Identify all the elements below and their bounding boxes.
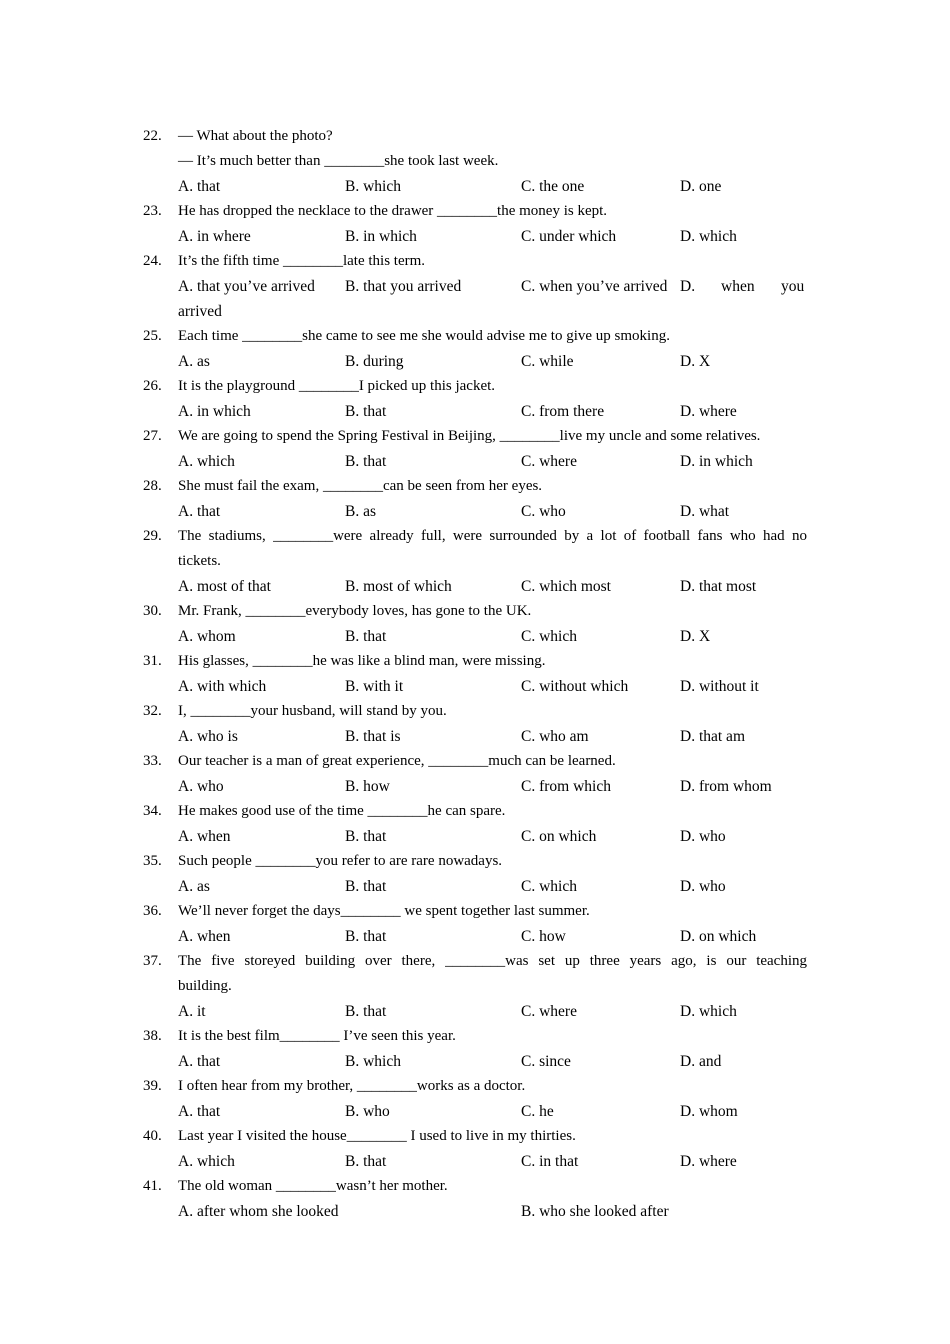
option-c: C. which <box>521 878 577 895</box>
option-a: A. in where <box>178 228 251 245</box>
option-a: A. that you’ve arrived <box>178 278 315 295</box>
option-c: C. who am <box>521 728 589 745</box>
question-number: 30. <box>143 603 162 619</box>
option-a: A. who <box>178 778 224 795</box>
question-stem: It’s the fifth time ________late this term. <box>178 253 426 269</box>
option-c: C. how <box>521 928 566 945</box>
option-b: B. that <box>345 1003 387 1020</box>
option-a: A. that <box>178 503 221 520</box>
option-a: A. when <box>178 828 231 845</box>
option-d: D. on which <box>680 928 757 945</box>
question-stem: — What about the photo? <box>178 128 333 144</box>
option-a: A. that <box>178 178 221 195</box>
option-a: A. as <box>178 353 210 370</box>
option-a: A. who is <box>178 728 238 745</box>
question-23 <box>143 199 807 249</box>
option-a: A. after whom she looked <box>178 1203 339 1220</box>
option-d: D. what <box>680 503 730 520</box>
question-stem: Mr. Frank, ________everybody loves, has gone to the UK. <box>178 603 532 619</box>
question-25 <box>143 324 807 374</box>
option-b: B. who she looked after <box>521 1203 669 1220</box>
question-number: 26. <box>143 378 162 394</box>
option-b: B. in which <box>345 228 417 245</box>
question-number: 37. <box>143 953 162 969</box>
question-number: 39. <box>143 1078 162 1094</box>
option-b: B. how <box>345 778 390 795</box>
option-d: D. that am <box>680 728 745 745</box>
option-a: A. when <box>178 928 231 945</box>
option-d: D. X <box>680 628 711 645</box>
option-a: A. with which <box>178 678 267 695</box>
question-stem: She must fail the exam, ________can be seen from her eyes. <box>178 478 543 494</box>
option-d: D. who <box>680 828 726 845</box>
option-c: C. where <box>521 1003 577 1020</box>
question-38 <box>143 1024 807 1074</box>
option-d: D. one <box>680 178 722 195</box>
question-stem: tickets. <box>178 553 221 569</box>
option-b: B. that <box>345 828 387 845</box>
option-c: C. from there <box>521 403 605 420</box>
option-c: C. without which <box>521 678 629 695</box>
option-b: B. that is <box>345 728 401 745</box>
option-b: B. which <box>345 178 401 195</box>
option-b: B. during <box>345 353 404 370</box>
option-b: B. that you arrived <box>345 278 462 295</box>
question-stem: He has dropped the necklace to the drawer ________the money is kept. <box>178 203 608 219</box>
question-number: 41. <box>143 1178 162 1194</box>
option-a: A. whom <box>178 628 236 645</box>
question-34 <box>143 799 807 849</box>
question-30 <box>143 599 807 649</box>
question-number: 36. <box>143 903 162 919</box>
option-a: A. most of that <box>178 578 271 595</box>
option-c: C. in that <box>521 1153 579 1170</box>
option-c: C. the one <box>521 178 585 195</box>
option-a: A. in which <box>178 403 251 420</box>
question-stem: building. <box>178 978 232 994</box>
option-d: D. <box>680 278 696 295</box>
question-stem: I often hear from my brother, ________works as a doctor. <box>178 1078 526 1094</box>
option-a: A. that <box>178 1103 221 1120</box>
option-c: C. which most <box>521 578 611 595</box>
question-stem: The stadiums, ________were already full, were surrounded by a lot of football fans who had no <box>178 528 807 544</box>
question-stem: Last year I visited the house________ I used to live in my thirties. <box>178 1128 576 1144</box>
option-c: C. where <box>521 453 577 470</box>
option-c: C. since <box>521 1053 571 1070</box>
question-33 <box>143 749 807 799</box>
question-stem: Our teacher is a man of great experience, ________much can be learned. <box>178 753 616 769</box>
question-37 <box>143 949 807 1024</box>
option-d: D. where <box>680 403 737 420</box>
option-d: D. where <box>680 1153 737 1170</box>
option-d: D. from whom <box>680 778 772 795</box>
option-c: C. he <box>521 1103 554 1120</box>
option-b: B. that <box>345 628 387 645</box>
question-number: 22. <box>143 128 162 144</box>
option-b: B. which <box>345 1053 401 1070</box>
question-number: 31. <box>143 653 162 669</box>
option-a: A. that <box>178 1053 221 1070</box>
option-c: C. on which <box>521 828 597 845</box>
question-stem: Such people ________you refer to are rare nowadays. <box>178 853 503 869</box>
question-stem: I, ________your husband, will stand by you. <box>178 703 447 719</box>
option-d: D. in which <box>680 453 753 470</box>
option-a: A. which <box>178 1153 235 1170</box>
question-stem: The old woman ________wasn’t her mother. <box>178 1178 448 1194</box>
option-b: B. with it <box>345 678 404 695</box>
question-stem: We are going to spend the Spring Festival in Beijing, ________live my uncle and some relatives. <box>178 428 761 444</box>
question-number: 32. <box>143 703 162 719</box>
option-b: B. that <box>345 878 387 895</box>
question-number: 23. <box>143 203 162 219</box>
option-d-word: when <box>721 278 755 295</box>
question-number: 27. <box>143 428 162 444</box>
option-b: B. most of which <box>345 578 452 595</box>
question-24 <box>143 249 807 324</box>
question-29 <box>143 524 807 599</box>
question-stem: He makes good use of the time ________he can spare. <box>178 803 506 819</box>
question-40 <box>143 1124 807 1174</box>
question-31 <box>143 649 807 699</box>
option-d: D. which <box>680 1003 737 1020</box>
question-35 <box>143 849 807 899</box>
option-b: B. as <box>345 503 376 520</box>
option-a: A. which <box>178 453 235 470</box>
option-c: C. while <box>521 353 574 370</box>
option-c: C. under which <box>521 228 617 245</box>
question-27 <box>143 424 807 474</box>
question-41 <box>143 1174 807 1224</box>
option-c: C. from which <box>521 778 611 795</box>
question-39 <box>143 1074 807 1124</box>
question-list <box>143 124 807 1224</box>
option-d-word: you <box>781 278 805 295</box>
option-b: B. that <box>345 928 387 945</box>
question-32 <box>143 699 807 749</box>
option-d: D. and <box>680 1053 722 1070</box>
question-stem: The five storeyed building over there, ________was set up three years ago, is our teaching <box>178 953 807 969</box>
option-a: A. it <box>178 1003 206 1020</box>
question-number: 35. <box>143 853 162 869</box>
option-b: B. that <box>345 403 387 420</box>
question-number: 34. <box>143 803 162 819</box>
option-c: C. when you’ve arrived <box>521 278 668 295</box>
option-d: D. without it <box>680 678 759 695</box>
option-b: B. who <box>345 1103 390 1120</box>
question-number: 29. <box>143 528 162 544</box>
question-36 <box>143 899 807 949</box>
option-b: B. that <box>345 453 387 470</box>
question-stem: — It’s much better than ________she took last week. <box>178 153 499 169</box>
option-d-continued: arrived <box>178 303 222 320</box>
question-number: 33. <box>143 753 162 769</box>
option-c: C. which <box>521 628 577 645</box>
question-number: 25. <box>143 328 162 344</box>
question-28 <box>143 474 807 524</box>
question-stem: Each time ________she came to see me she would advise me to give up smoking. <box>178 328 670 344</box>
option-b: B. that <box>345 1153 387 1170</box>
option-d: D. which <box>680 228 737 245</box>
question-26 <box>143 374 807 424</box>
option-a: A. as <box>178 878 210 895</box>
question-stem: His glasses, ________he was like a blind man, were missing. <box>178 653 546 669</box>
question-stem: It is the best film________ I’ve seen this year. <box>178 1028 456 1044</box>
option-d: D. whom <box>680 1103 738 1120</box>
option-d: D. X <box>680 353 711 370</box>
option-d: D. who <box>680 878 726 895</box>
question-number: 24. <box>143 253 162 269</box>
question-number: 28. <box>143 478 162 494</box>
question-number: 40. <box>143 1128 162 1144</box>
question-stem: We’ll never forget the days________ we spent together last summer. <box>178 903 590 919</box>
option-d: D. that most <box>680 578 757 595</box>
question-number: 38. <box>143 1028 162 1044</box>
question-22 <box>143 124 807 199</box>
option-c: C. who <box>521 503 566 520</box>
question-stem: It is the playground ________I picked up this jacket. <box>178 378 496 394</box>
